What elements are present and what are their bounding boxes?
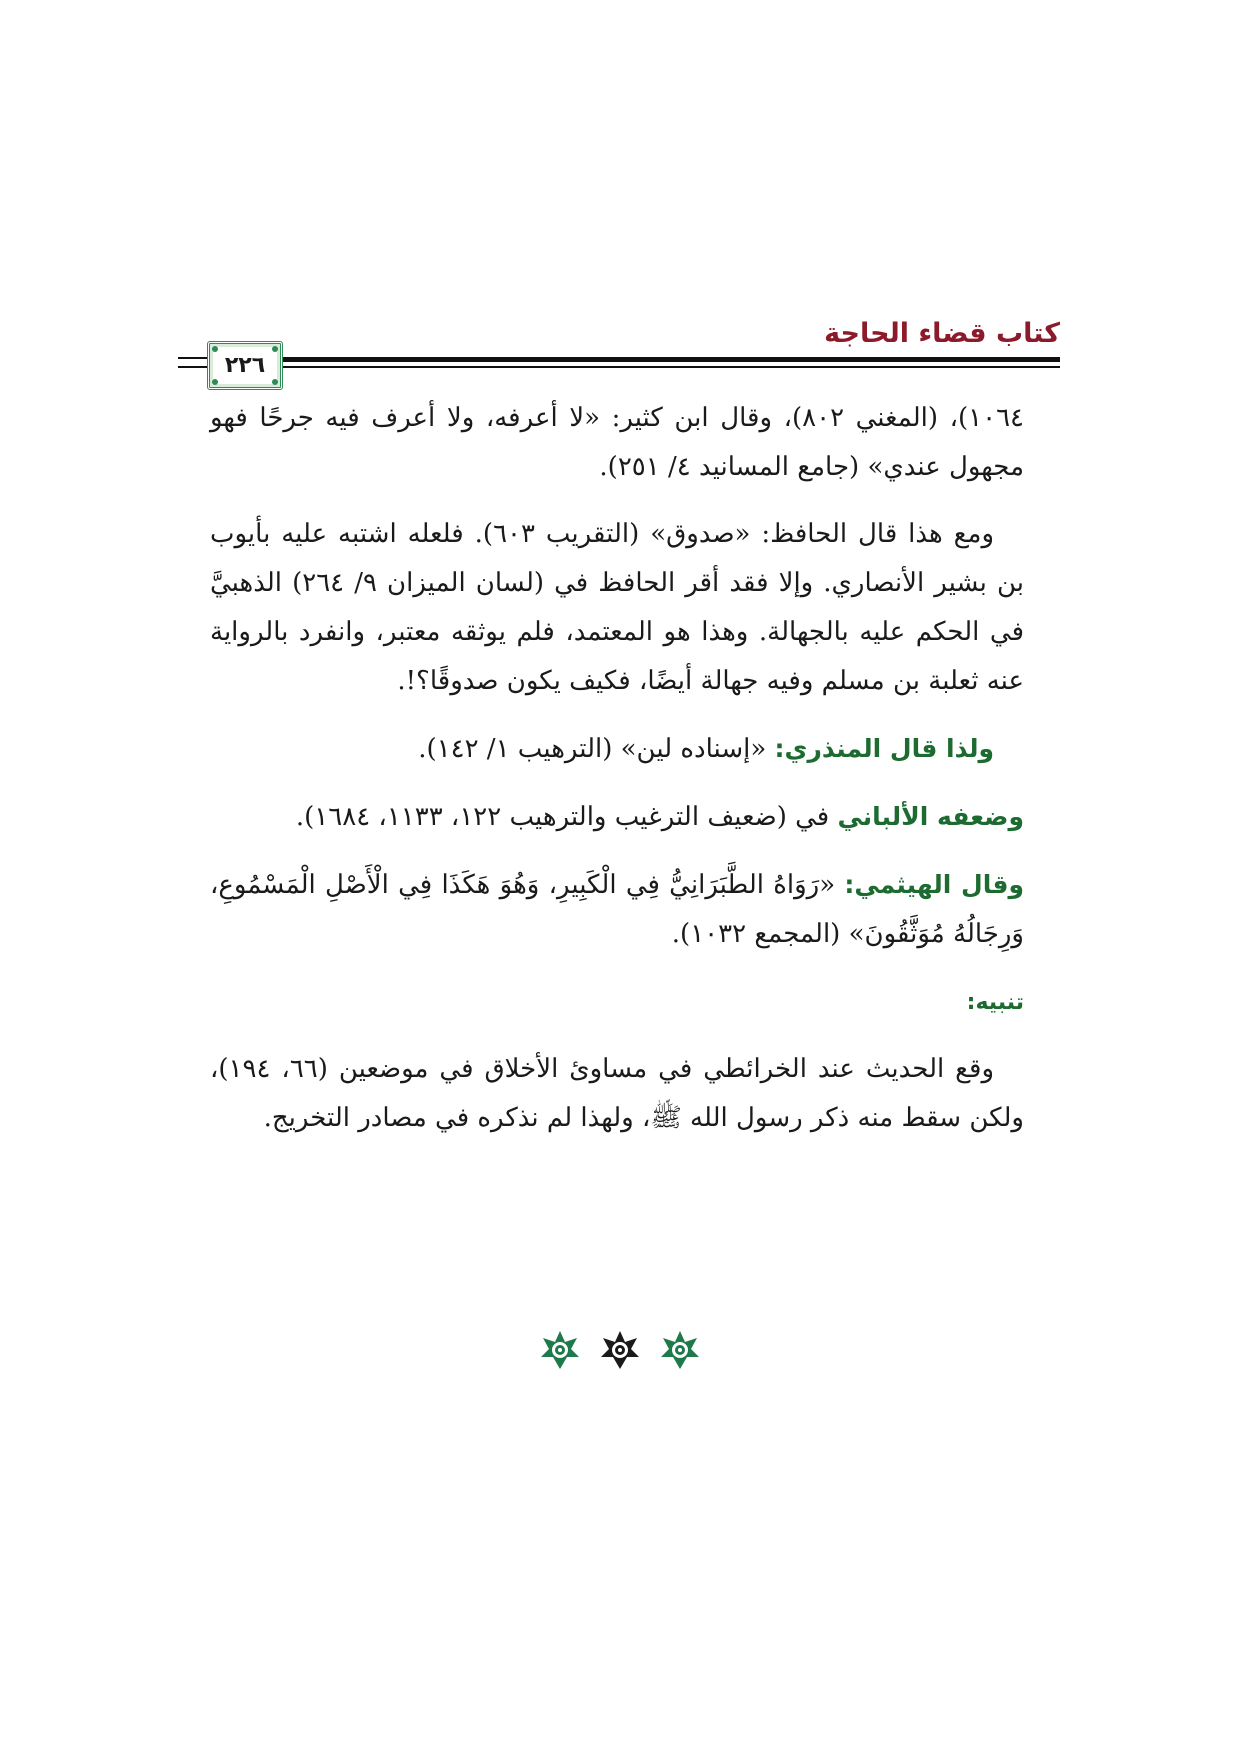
star-ornament-icon	[660, 1330, 700, 1370]
text-albani: في (ضعيف الترغيب والترهيب ١٢٢، ١١٣٣، ١٦٨٤).	[295, 802, 838, 832]
paragraph-note: وقع الحديث عند الخرائطي في مساوئ الأخلاق في موضعين (٦٦، ١٩٤)، ولكن سقط منه ذكر رسول الله ﷺ، ولهذا لم نذكره في مصادر التخريج.	[210, 1054, 1024, 1133]
paragraph-continuation: ١٠٦٤)، (المغني ٨٠٢)، وقال ابن كثير: «لا أعرفه، ولا أعرف فيه جرحًا فهو مجهول عندي» (جامع المسانيد ٤/ ٢٥١).	[210, 403, 1025, 482]
page-number: ٢٢٦	[224, 353, 266, 378]
text-mundhiri: «إسناده لين» (الترهيب ١/ ١٤٢).	[418, 734, 775, 764]
corner-dot-icon	[272, 346, 278, 352]
note-title: تنبيه:	[966, 990, 1024, 1015]
star-ornament-icon	[540, 1330, 580, 1370]
text-haythami: «رَوَاهُ الطَّبَرَانِيُّ فِي الْكَبِيرِ، وَهُوَ هَكَذَا فِي الْأَصْلِ الْمَسْمُوعِ، وَرِجَالُهُ مُوَثَّقُونَ» (المجمع ١٠٣٢).	[210, 870, 1024, 949]
note-heading	[210, 977, 1024, 1027]
header-rule-thin	[216, 366, 1060, 368]
label-albani: وضعفه الألباني	[837, 802, 1024, 831]
paragraph-haythami	[210, 860, 1024, 959]
header-rule-stub-bottom	[178, 366, 208, 368]
star-ornament-icon	[600, 1330, 640, 1370]
book-title: كتاب قضاء الحاجة	[824, 318, 1060, 349]
paragraph-hafiz: ومع هذا قال الحافظ: «صدوق» (التقريب ٦٠٣). فلعله اشتبه عليه بأيوب بن بشير الأنصاري. وإلا فقد أقر الحافظ في (لسان الميزان ٩/ ٢٦٤) الذهبيَّ في الحكم عليه بالجهالة. وهذا هو المعتمد، فلم يوثقه معتبر، وانفرد بالرواية عنه ثعلبة بن مسلم وفيه جهالة أيضًا، فكيف يكون صدوقًا؟!.	[210, 519, 1024, 696]
label-mundhiri: ولذا قال المنذري:	[774, 734, 994, 763]
paragraph-mundhiri	[210, 724, 1024, 774]
corner-dot-icon	[212, 346, 218, 352]
paragraph-albani	[210, 792, 1024, 842]
page-body	[210, 394, 1024, 1161]
corner-dot-icon	[272, 379, 278, 385]
corner-dot-icon	[212, 379, 218, 385]
header-rule-thick	[216, 357, 1060, 362]
page-number-badge	[207, 341, 283, 390]
section-end-ornaments	[0, 1330, 1240, 1370]
label-haythami: وقال الهيثمي:	[844, 870, 1024, 899]
header-rule-stub-top	[178, 357, 208, 359]
